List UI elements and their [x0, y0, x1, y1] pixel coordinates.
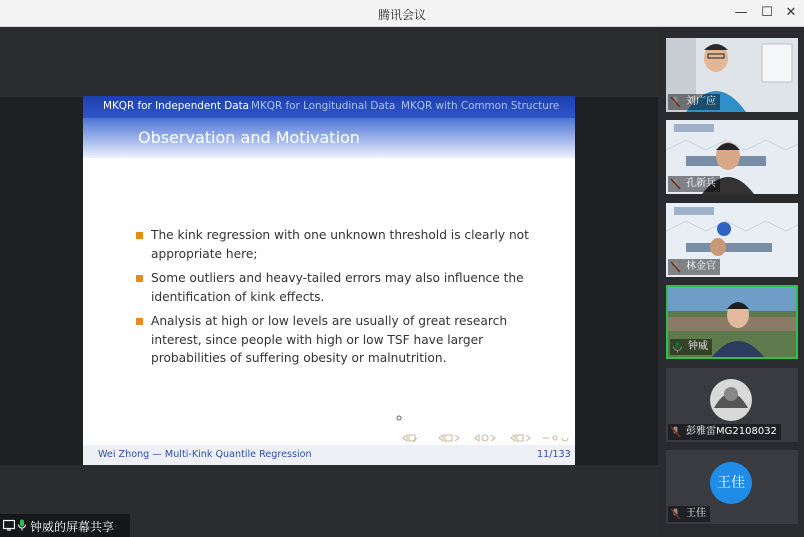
bullet-square-icon: [136, 318, 143, 325]
presentation-slide: [83, 96, 575, 465]
participant-name: 刘广应: [668, 94, 720, 110]
nav-item-independent: MKQR for Independent Data: [103, 100, 250, 112]
close-button[interactable]: ✕: [785, 5, 797, 20]
slide-section-nav: [83, 96, 575, 118]
bullet-item: [136, 269, 556, 306]
microphone-active-icon: [16, 519, 28, 531]
nav-item-longitudinal: MKQR for Longitudinal Data: [251, 100, 396, 112]
participant-name: 王佳: [668, 506, 710, 522]
beamer-navigation-symbols-icon[interactable]: [399, 433, 573, 443]
participant-tile[interactable]: [666, 38, 798, 112]
screen-share-indicator[interactable]: [0, 514, 130, 537]
bullet-square-icon: [136, 232, 143, 239]
participant-name: 林金官: [668, 259, 720, 275]
participant-tile[interactable]: [666, 203, 798, 277]
frame-title-bar: [83, 118, 575, 158]
bullet-text: Analysis at high or low levels are usually of great research interest, since people with high or low TSF have larger probabilities of suffering obesity or malnutrition.: [151, 314, 508, 365]
mouse-cursor-icon: [396, 415, 402, 421]
participant-tile[interactable]: [666, 368, 798, 442]
nav-item-common-structure: MKQR with Common Structure: [401, 100, 560, 112]
participant-name: 彭雅雷MG2108032: [668, 424, 781, 440]
slide-footer: [83, 445, 575, 465]
bullet-item: [136, 226, 556, 263]
title-bar: [0, 0, 804, 27]
stage-top-band: [0, 27, 658, 97]
bullet-list: [136, 226, 556, 374]
participant-tile[interactable]: [666, 450, 798, 524]
screen-share-icon: [3, 519, 15, 531]
maximize-button[interactable]: ☐: [761, 5, 773, 20]
participant-tile-active[interactable]: [666, 285, 798, 359]
minimize-button[interactable]: —: [734, 5, 748, 20]
footer-page-number: 11/133: [537, 449, 571, 460]
participant-panel: [658, 27, 804, 537]
bullet-text: Some outliers and heavy-tailed errors may also influence the identification of kink effects.: [151, 271, 524, 304]
participant-tile[interactable]: [666, 120, 798, 194]
participant-name: 孔新兵: [668, 176, 720, 192]
footer-author-title: Wei Zhong — Multi-Kink Quantile Regression: [98, 449, 312, 460]
participant-name: 钟威: [670, 339, 712, 355]
avatar-initials: 王佳: [710, 462, 752, 504]
screen-share-label: 钟威的屏幕共享: [30, 520, 115, 534]
bullet-square-icon: [136, 275, 143, 282]
bullet-item: [136, 312, 556, 368]
window-title: 腾讯会议: [377, 8, 426, 22]
frame-title: Observation and Motivation: [138, 128, 360, 147]
bullet-text: The kink regression with one unknown threshold is clearly not appropriate here;: [151, 228, 529, 261]
